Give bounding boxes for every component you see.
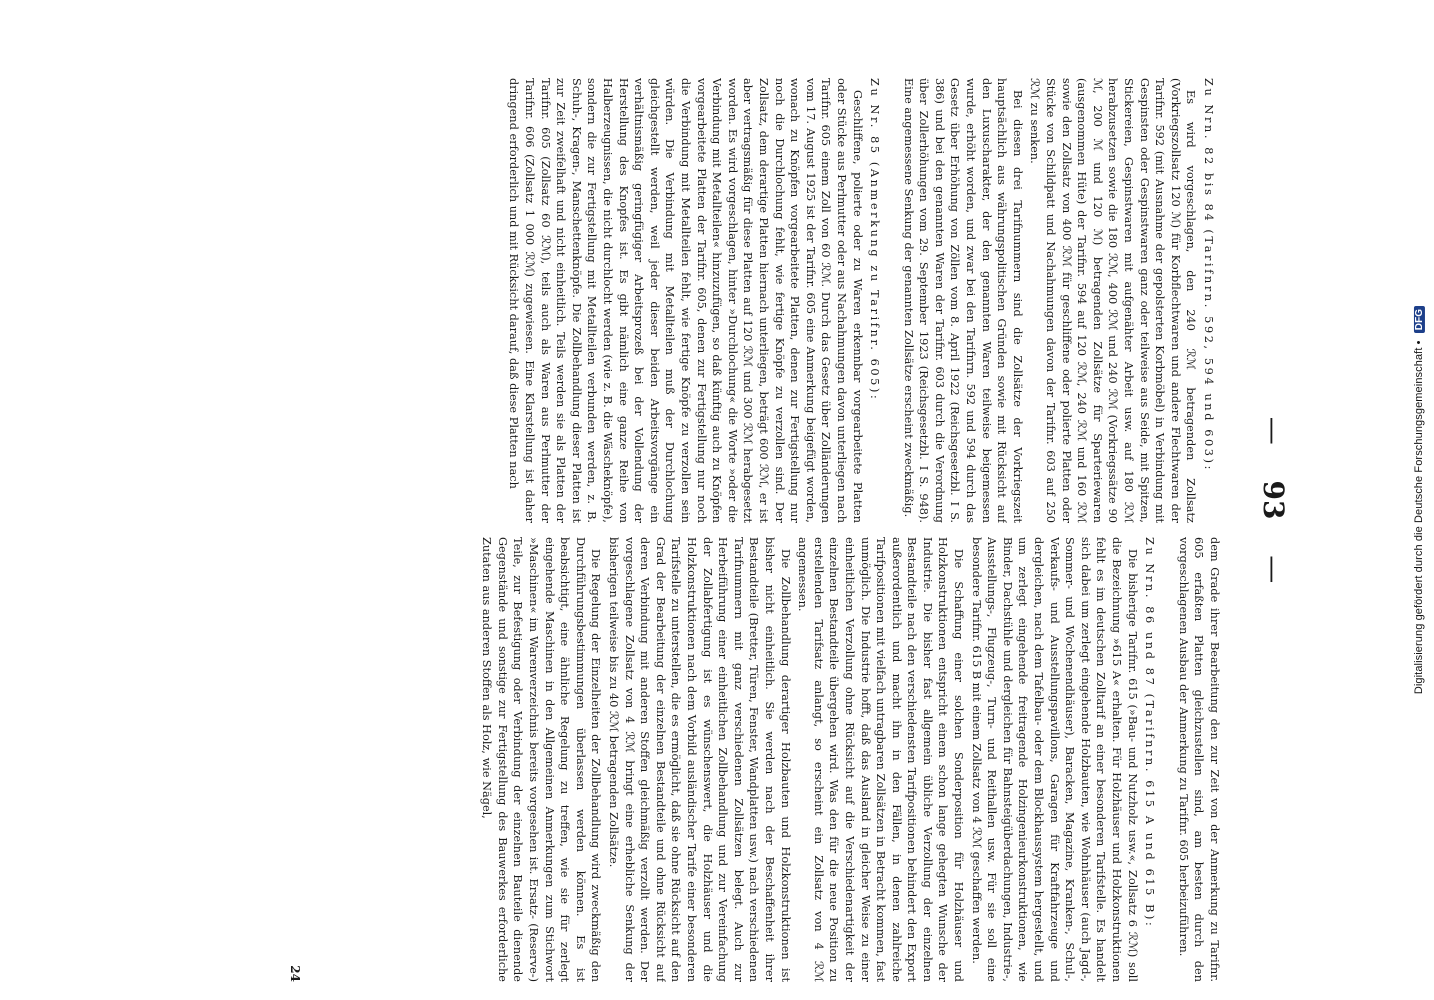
section-text-86c: Die Zollbehandlung derartiger Holzbauten und Holzkonstruktionen ist bisher nicht einheitlich. Sie werden nach der Beschaffenheit ihrer Bestandteile (Bretter, Türen, Fenster, Wandplatten usw.) nach verschiedenen Tarifnummern mit ganz verschiedenen Zollsätzen belegt. Auch zur Herbeiführung einer einheitlichen Zollbehandlung und zur Vereinfachung der Zollabfertigung ist es wünschenswert, die Holzhäuser und die Holzkonstruktionen nach dem Vorbild ausländischer Tarife einer besonderen Tarifstelle zu unterstellen, die es ermöglicht, daß sie ohne Rücksicht auf den Grad der Bearbeitung der einzelnen Bestandteile und ohne Rücksicht auf deren Verbindung mit anderen Stoffen gleichmäßig verzollt werden. Der vorgeschlagene Zollsatz von 4 ℛℳ bringt eine erhebliche Senkung der bisherigen teilweise bis zu 40 ℛℳ betragenden Zollsätze.: [607, 537, 792, 982]
dfg-logo: DFG: [1414, 306, 1425, 333]
right-column: [112, 537, 1222, 982]
page-number: 93: [1257, 480, 1290, 520]
rotated-page: [52, 0, 1352, 1000]
section-text-85-cont: dem Grade ihrer Bearbeitung den zur Zeit von der Anmerkung zu Tarifnr. 605 erfaßten Platten gleichzustellen sind, am besten durch den vorgeschlagenen Ausbau der Anmerkung zu Tarifnr. 605 herbeizuführen.: [1176, 537, 1221, 982]
header-dash-left: —: [1257, 416, 1290, 445]
digitization-note-text: Digitalisierung gefördert durch die Deutsche Forschungsgemeinschaft •: [1413, 340, 1426, 695]
signature-mark: 24: [288, 965, 302, 982]
section-text-86d: Die Regelung der Einzelheiten der Zollbehandlung wird zweckmäßig den Durchführungsbestimmungen überlassen werden können. Es ist beabsichtigt, eine ähnliche Regelung zu treffen, wie sie für zerlegt eingehende Maschinen in den Allgemeinen Anmerkungen zum Stichwort »Maschinen« im Warenverzeichnis bereits vorgesehen ist. Ersatz- (Reserve-) Teile, zur Befestigung oder Verbindung der einzelnen Bauteile dienende Gegenstände und sonstige zur Fertigstellung des Bauwerkes erforderliche Zutaten aus anderen Stoffen als Holz, wie Nägel,: [480, 537, 603, 982]
page-header: [1240, 0, 1290, 1000]
section-text-86: Die bisherige Tarifnr. 615 (»Bau- und Nutzholz usw.«, Zollsatz 6 ℛℳ) soll die Bezeichnung »615 A« erhalten. Für Holzhäuser und Holzkonstruktionen fehlt es im deutschen Zolltarif an einer besonderen Tarifstelle. Es handelt sich dabei um zerlegt eingehende Holzbauten, wie Wohnhäuser (auch Jagd-, Sommer- und Wochenendhäuser), Baracken, Magazine, Kranken-, Schul-, Verkaufs- und Ausstellungspavillons, Garagen für Kraftfahrzeuge und dergleichen, nach dem Tafelbau- oder dem Blockhaussystem hergestellt, und um zerlegt eingehende freitragende Holzingenieurkonstruktionen, wie Binder, Dachstühle und dergleichen für Bahnsteigüberdachungen, Industrie-, Ausstellungs-, Flugzeug-, Turn- und Reithallen usw. Für sie soll eine besondere Tarifnr. 615 B mit einem Zollsatz von 4 ℛℳ geschaffen werden.: [969, 537, 1139, 982]
section-text-85: Geschliffene, polierte oder zu Waren erkennbar vorgearbeitete Platten oder Stücke aus Perlmutter oder aus Nachahmungen davon unterliegen nach Tarifnr. 605 einem Zoll von 60 ℛℳ. Durch das Gesetz über Zolländerungen vom 17. August 1925 ist der Tarifnr. 605 eine Anmerkung beigefügt worden, wonach zu Knöpfen vorgearbeitete Platten, denen zur Fertigstellung nur noch die Durchlochung fehlt, wie fertige Knöpfe zu verzollen sind. Der Zollsatz, dem derartige Platten hiernach unterliegen, beträgt 600 ℛℳ, er ist aber vertragsmäßig für diese Platten auf 120 ℛℳ und 300 ℛℳ herabgesetzt worden. Es wird vorgeschlagen, hinter »Durchlochung« die Worte »oder die Verbindung mit Metallteilen« hinzuzufügen, so daß künftig auch zu Knöpfen vorgearbeitete Platten der Tarifnr. 605, denen zur Fertigstellung nur noch die Verbindung mit Metallteilen fehlt, wie fertige Knöpfe zu verzollen sein würden. Die Verbindung mit Metallteilen muß der Durchlochung gleichgestellt werden, weil jeder dieser beiden Arbeitsvorgänge ein verhältnismäßig geringfügiger Arbeitsprozeß bei der Vollendung der Herstellung des Knopfes ist. Es gibt nämlich eine ganze Reihe von Halberzeugnissen, die nicht durchlocht werden (wie z. B. die Wäscheknöpfe), sondern die zur Fertigstellung mit Metallteilen verbunden werden, z. B. Schuh-, Kragen-, Manschettenknöpfe. Die Zollbehandlung dieser Platten ist zur Zeit zweifelhaft und nicht einheitlich. Teils werden sie als Platten der Tarifnr. 605 (Zollsatz 60 ℛℳ), teils auch als Waren aus Perlmutter der Tarifnr. 606 (Zollsatz 1 000 ℛℳ) zugewiesen. Eine Klarstellung ist daher dringend erforderlich und mit Rücksicht darauf, daß diese Platten nach: [507, 78, 864, 523]
section-heading-82: Zu Nrn. 82 bis 84 (Tarifnrn. 592, 594 und 603):: [1202, 78, 1215, 472]
header-dash-right: —: [1257, 555, 1290, 584]
section-text-82b: Bei diesen drei Tarifnummern sind die Zollsätze der Vorkriegszeit hauptsächlich aus währungspolitischen Gründen sowie mit Rücksicht auf den Luxuscharakter, der den genannten Waren teilweise beigemessen wurde, erhöht worden, und zwar bei den Tarifnrn. 592 und 594 durch das Gesetz über Erhöhung von Zöllen vom 8. April 1922 (Reichsgesetzbl. I S. 386) und bei den genannten Waren der Tarifnr. 603 durch die Verordnung über Zollerhöhungen vom 29. September 1923 (Reichsgesetzbl. I S. 948). Eine angemessene Senkung der genannten Zollsätze erscheint zweckmäßig.: [901, 78, 1024, 523]
section-gap: [888, 78, 898, 523]
digitization-note-strip: [1404, 0, 1434, 1000]
left-column: [112, 78, 1222, 523]
section-text-86b: Die Schaffung einer solchen Sonderposition für Holzhäuser und Holzkonstruktionen entspricht einem schon lange gehegten Wunsche der Industrie. Die bisher fast allgemein übliche Verzollung der einzelnen Bestandteile nach den verschiedensten Tarifpositionen behindert den Export außerordentlich und macht ihn in den Fällen, in denen zahlreiche Tarifpositionen mit vielfach untragbaren Zollsätzen in Betracht kommen, fast unmöglich. Die Industrie hofft, daß das Ausland in gleicher Weise zu einer einheitlichen Verzollung ohne Rücksicht auf die Verschiedenartigkeit der einzelnen Bestandteile übergehen wird. Was den für die neue Position zu erstellenden Tarifsatz anlangt, so erscheint ein Zollsatz von 4 ℛℳ angemessen.: [796, 537, 966, 982]
section-text-82: Es wird vorgeschlagen, den 240 ℛℳ betragenden Zollsatz (Vorkriegszollsatz 120 ℳ) für Korbflechtwaren und andere Flechtwaren der Tarifnr. 592 (mit Ausnahme der gepolsterten Korbmöbel) in Verbindung mit Gespinsten oder Gespinstwaren ganz oder teilweise aus Seide, mit Spitzen, Stickereien, Gespinstwaren mit aufgenähter Arbeit usw. auf 180 ℛℳ herabzusetzen sowie die 180 ℛℳ, 400 ℛℳ und 240 ℛℳ (Vorkriegssätze 90 ℳ, 200 ℳ und 120 ℳ) betragenden Zollsätze für Sparteriewaren (ausgenommen Hüte) der Tarifnr. 594 auf 120 ℛℳ, 240 ℛℳ und 160 ℛℳ sowie den Zollsatz von 400 ℛℳ für geschliffene oder polierte Platten oder Stücke von Schildpatt und Nachahmungen davon der Tarifnr. 603 auf 250 ℛℳ zu senken.: [1028, 78, 1198, 523]
section-heading-85: Zu Nr. 85 (Anmerkung zu Tarifnr. 605):: [868, 78, 882, 402]
section-heading-86: Zu Nrn. 86 und 87 (Tarifnrn. 615 A und 615 B):: [1143, 537, 1157, 929]
digitization-note: [1413, 0, 1425, 1000]
section-gap: [1163, 537, 1173, 982]
